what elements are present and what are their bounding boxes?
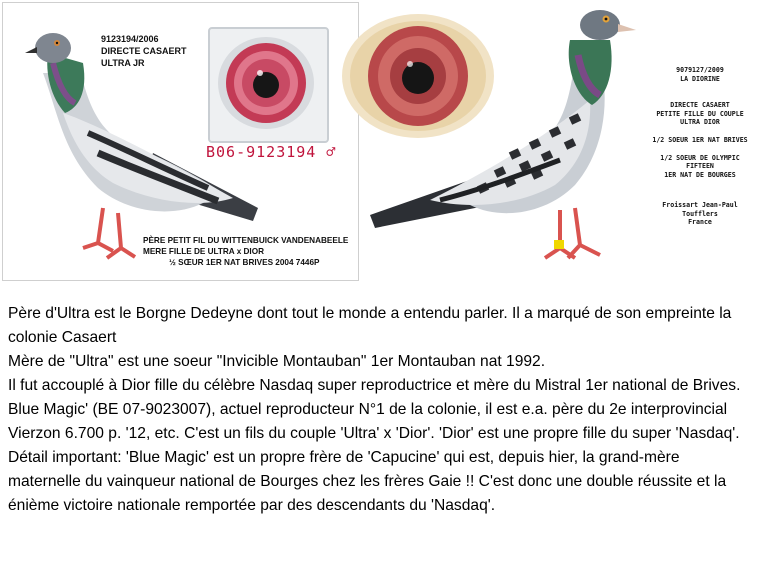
left-pedigree xyxy=(143,235,348,268)
description-text xyxy=(8,302,756,518)
description-paragraph: Il fut accouplé à Dior fille du célèbre Nasdaq super reproductrice et mère du Mistral 1er national de Brives. xyxy=(8,377,741,394)
right-pedigree-line: 1ER NAT DE BOURGES xyxy=(664,170,736,179)
left-id-line: 9123194/2006 xyxy=(101,34,159,44)
right-id-line: 9079127/2009 xyxy=(676,66,724,74)
right-id-line: LA DIORINE xyxy=(680,74,720,83)
left-id-line: ULTRA JR xyxy=(101,58,145,68)
owner-block xyxy=(650,201,750,227)
right-id-block xyxy=(650,66,750,179)
right-pedigree-line: DIRECTE CASAERT xyxy=(670,101,730,110)
left-eye-photo xyxy=(208,27,329,143)
right-pedigree-line: 1/2 SOEUR 1ER NAT BRIVES xyxy=(652,135,748,144)
description-paragraph: Père d'Ultra est le Borgne Dedeyne dont tout le monde a entendu parler. Il a marqué de son empreinte la colonie Casaert xyxy=(8,305,732,346)
owner-line: Froissart Jean-Paul xyxy=(662,201,738,209)
right-pigeon-image xyxy=(360,0,660,278)
left-pedigree-line: PÈRE PETIT FIL DU WITTENBUICK VANDENABEELE xyxy=(143,236,349,245)
right-pedigree-line: 1/2 SOEUR DE OLYMPIC FIFTEEN xyxy=(660,153,740,171)
description-paragraph: Mère de "Ultra" est une soeur "Invicible Montauban" 1er Montauban nat 1992. xyxy=(8,353,546,370)
right-pedigree-line: PETITE FILLE DU COUPLE ULTRA DIOR xyxy=(656,109,744,127)
left-pedigree-line: ½ SŒUR 1ER NAT BRIVES 2004 7446P xyxy=(169,258,320,267)
ring-number: B06-9123194 ♂ xyxy=(206,143,337,161)
left-id-block xyxy=(101,33,187,69)
left-pedigree-line: MERE FILLE DE ULTRA x DIOR xyxy=(143,247,264,256)
left-pigeon-card xyxy=(2,2,359,281)
owner-line: Toufflers xyxy=(682,209,718,218)
left-id-line: DIRECTE CASAERT xyxy=(101,46,187,56)
description-paragraph: Blue Magic' (BE 07-9023007), actuel reproducteur N°1 de la colonie, il est e.a. père du 2e interprovincial Vierzon 6.700 p. '12, etc. C'est un fils du couple 'Ultra' x 'Dior'. 'Dior' est une propre fille du super 'Nasdaq'. Détail important: 'Blue Magic' est un propre frère de 'Capucine' qui est, depuis hier, la grand-mère maternelle du vainqueur national de Bourges chez les frères Gaie !! C'est donc une double réussite et la énième victoire nationale remportée par des descendants du 'Nasdaq'. xyxy=(8,401,740,514)
owner-line: France xyxy=(688,218,712,227)
